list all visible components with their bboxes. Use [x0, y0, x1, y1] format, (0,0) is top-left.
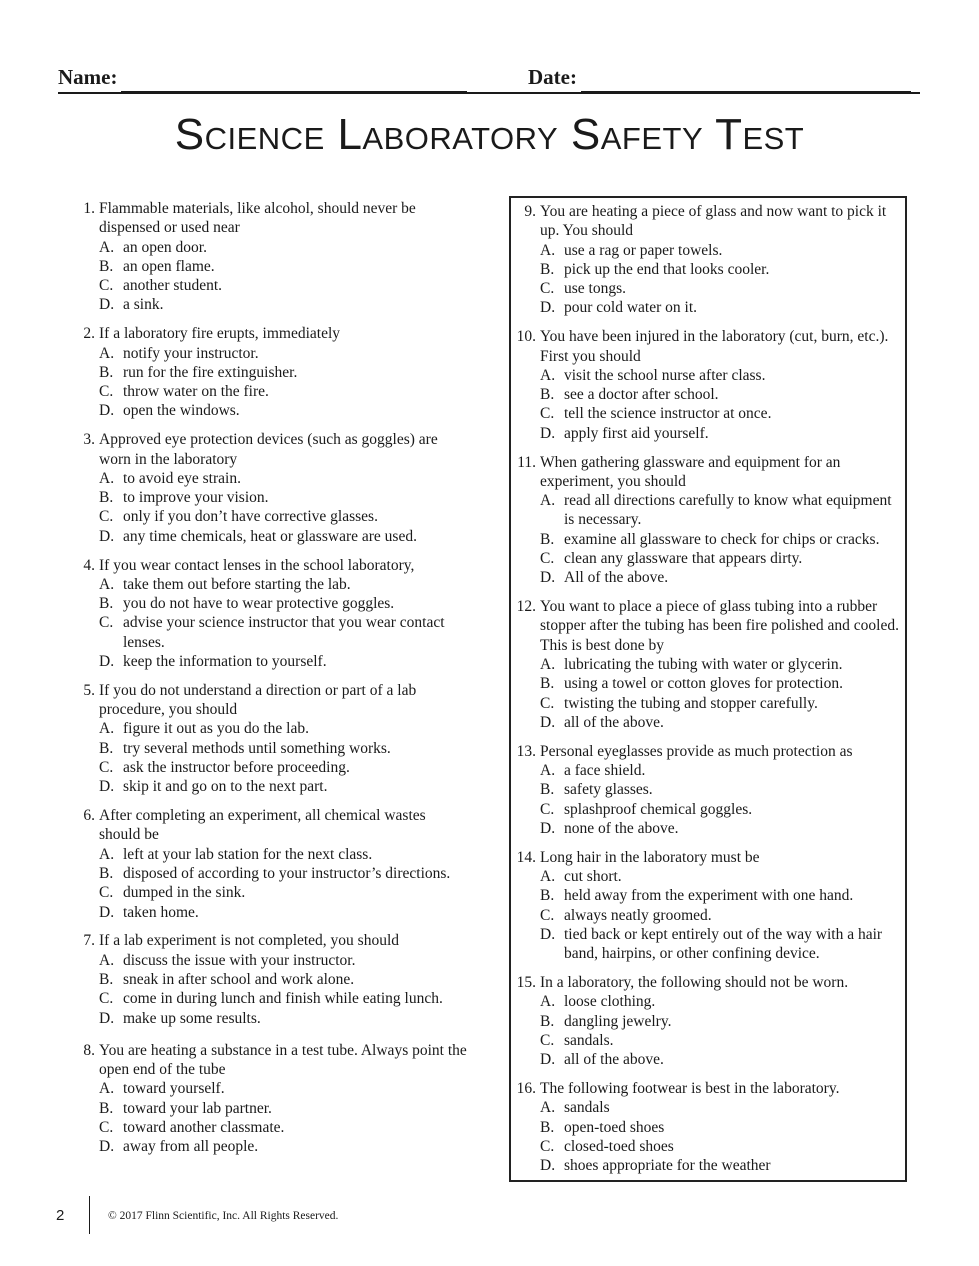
question-number: 7. — [83, 932, 95, 950]
option-text: pick up the end that looks cooler. — [564, 260, 770, 278]
option-letter: A. — [540, 868, 556, 885]
answer-option — [511, 530, 905, 549]
question-stem — [511, 453, 905, 492]
question-stem — [70, 324, 470, 343]
option-letter: D. — [540, 299, 556, 317]
question-3 — [70, 430, 470, 546]
name-label: Name: — [58, 65, 118, 89]
answer-option — [511, 366, 905, 385]
answer-option — [70, 363, 470, 382]
date-label: Date: — [528, 65, 577, 89]
question-text: The following footwear is best in the laboratory. — [540, 1079, 840, 1097]
answer-option — [511, 674, 905, 693]
option-letter: C. — [540, 405, 555, 423]
option-letter: A. — [99, 469, 115, 487]
option-text: twisting the tubing and stopper carefully. — [564, 694, 818, 712]
option-text: visit the school nurse after class. — [564, 366, 766, 384]
option-letter: B. — [99, 739, 114, 757]
answer-option — [70, 777, 470, 796]
option-text: advise your science instructor that you wear contact lenses. — [123, 614, 445, 651]
question-stem — [511, 1079, 905, 1098]
option-letter: A. — [99, 1080, 115, 1098]
answer-option — [511, 1118, 905, 1137]
option-letter: A. — [99, 951, 115, 969]
option-text: try several methods until something works. — [123, 739, 391, 757]
answer-option — [70, 1137, 470, 1156]
option-letter: D. — [99, 402, 115, 420]
option-letter: C. — [540, 550, 555, 568]
option-text: lubricating the tubing with water or glycerin. — [564, 656, 843, 674]
question-stem — [511, 597, 905, 655]
option-text: All of the above. — [564, 569, 669, 587]
question-6 — [70, 806, 470, 922]
question-stem — [70, 430, 470, 469]
question-text: You have been injured in the laboratory (cut, burn, etc.). First you should — [540, 328, 889, 365]
option-letter: D. — [99, 1009, 115, 1027]
answer-option — [70, 238, 470, 257]
option-text: open the windows. — [123, 402, 240, 420]
option-text: discuss the issue with your instructor. — [123, 951, 356, 969]
question-13 — [511, 742, 905, 838]
option-letter: A. — [99, 238, 115, 256]
option-text: see a doctor after school. — [564, 386, 719, 404]
answer-option — [70, 758, 470, 777]
question-number: 10. — [516, 328, 536, 346]
option-letter: C. — [99, 614, 114, 632]
option-letter: C. — [540, 1031, 555, 1049]
question-number: 15. — [516, 973, 536, 991]
option-letter: C. — [540, 1137, 555, 1155]
answer-option — [511, 761, 905, 780]
option-letter: B. — [99, 363, 114, 381]
option-letter: A. — [99, 575, 115, 593]
option-letter: D. — [540, 925, 556, 943]
option-letter: D. — [99, 296, 115, 314]
question-number: 1. — [83, 200, 95, 217]
option-letter: B. — [99, 595, 114, 613]
option-letter: A. — [99, 720, 115, 738]
answer-option — [511, 886, 905, 905]
option-letter: C. — [540, 906, 555, 924]
option-text: ask the instructor before proceeding. — [123, 759, 350, 777]
option-text: read all directions carefully to know what equipment is necessary. — [564, 492, 892, 529]
answer-option — [70, 903, 470, 922]
copyright-notice: © 2017 Flinn Scientific, Inc. All Rights Reserved. — [108, 1210, 339, 1222]
answer-option — [70, 257, 470, 276]
option-text: come in during lunch and finish while eating lunch. — [123, 990, 443, 1008]
option-text: cut short. — [564, 868, 622, 885]
answer-option — [70, 488, 470, 507]
option-text: always neatly groomed. — [564, 906, 712, 924]
option-text: you do not have to wear protective goggles. — [123, 595, 395, 613]
option-letter: A. — [540, 993, 556, 1011]
option-letter: D. — [99, 778, 115, 796]
option-text: sandals — [564, 1099, 610, 1117]
option-text: use a rag or paper towels. — [564, 241, 723, 259]
option-text: open-toed shoes — [564, 1118, 665, 1136]
option-letter: A. — [99, 845, 115, 863]
question-4 — [70, 556, 470, 672]
question-text: After completing an experiment, all chemical wastes should be — [99, 807, 426, 844]
answer-option — [70, 295, 470, 314]
question-text: If a lab experiment is not completed, you should — [99, 932, 400, 950]
answer-option — [70, 594, 470, 613]
answer-option — [511, 491, 905, 530]
question-number: 11. — [517, 453, 536, 471]
answer-option — [70, 382, 470, 401]
option-text: toward yourself. — [123, 1080, 225, 1098]
option-letter: B. — [540, 530, 555, 548]
footer-divider — [89, 1196, 90, 1234]
right-column-box — [509, 196, 907, 1182]
question-text: You want to place a piece of glass tubing into a rubber stopper after the tubing has been fire polished and cooled. This is best done by — [540, 598, 899, 654]
option-text: none of the above. — [564, 819, 679, 837]
option-text: splashproof chemical goggles. — [564, 800, 753, 818]
question-2 — [70, 324, 470, 420]
answer-option — [70, 951, 470, 970]
question-stem — [511, 327, 905, 366]
option-letter: D. — [540, 424, 556, 442]
answer-option — [511, 241, 905, 260]
option-text: any time chemicals, heat or glassware are used. — [123, 527, 417, 545]
option-text: to improve your vision. — [123, 489, 269, 507]
option-letter: C. — [99, 884, 114, 902]
option-text: run for the fire extinguisher. — [123, 363, 298, 381]
question-text: Approved eye protection devices (such as goggles) are worn in the laboratory — [99, 431, 438, 468]
option-text: another student. — [123, 277, 223, 295]
answer-option — [70, 739, 470, 758]
answer-option — [511, 800, 905, 819]
option-text: all of the above. — [564, 713, 664, 731]
question-10 — [511, 327, 905, 443]
answer-option — [511, 1156, 905, 1175]
option-text: a face shield. — [564, 762, 646, 780]
option-text: make up some results. — [123, 1009, 261, 1027]
option-letter: B. — [99, 1099, 114, 1117]
answer-option — [70, 344, 470, 363]
option-text: using a towel or cotton gloves for protection. — [564, 675, 843, 693]
question-14 — [511, 848, 905, 964]
answer-option — [70, 1099, 470, 1118]
answer-option — [70, 1009, 470, 1028]
option-text: keep the information to yourself. — [123, 653, 327, 671]
question-stem — [70, 1041, 470, 1080]
answer-option — [511, 713, 905, 732]
question-stem — [70, 681, 470, 720]
option-text: take them out before starting the lab. — [123, 575, 351, 593]
option-text: dangling jewelry. — [564, 1012, 672, 1030]
option-text: notify your instructor. — [123, 344, 259, 362]
option-letter: B. — [540, 1012, 555, 1030]
option-text: only if you don’t have corrective glasses. — [123, 508, 378, 526]
answer-option — [511, 992, 905, 1011]
question-7 — [70, 931, 470, 1027]
answer-option — [70, 613, 470, 652]
option-text: toward your lab partner. — [123, 1099, 272, 1117]
option-text: tied back or kept entirely out of the way with a hair band, hairpins, or other confining device. — [564, 925, 883, 963]
question-number: 8. — [83, 1041, 95, 1059]
option-text: toward another classmate. — [123, 1119, 285, 1137]
answer-option — [70, 1079, 470, 1098]
question-8 — [70, 1041, 470, 1157]
option-letter: D. — [540, 713, 556, 731]
question-11 — [511, 453, 905, 588]
answer-option — [511, 655, 905, 674]
question-9 — [511, 202, 905, 318]
option-text: left at your lab station for the next class. — [123, 845, 373, 863]
option-letter: A. — [99, 344, 115, 362]
question-text: Flammable materials, like alcohol, should never be dispensed or used near — [99, 200, 416, 237]
option-letter: C. — [99, 1119, 114, 1137]
answer-option — [511, 568, 905, 587]
option-letter: B. — [99, 970, 114, 988]
name-blank — [121, 69, 467, 92]
option-text: tell the science instructor at once. — [564, 405, 772, 423]
option-letter: D. — [99, 903, 115, 921]
question-stem — [511, 973, 905, 992]
answer-option — [511, 549, 905, 568]
question-number: 14. — [516, 848, 536, 866]
option-letter: C. — [99, 990, 114, 1008]
question-stem — [70, 199, 470, 238]
option-letter: C. — [99, 383, 114, 401]
option-text: throw water on the fire. — [123, 383, 269, 401]
option-letter: C. — [99, 759, 114, 777]
answer-option — [70, 864, 470, 883]
answer-option — [511, 260, 905, 279]
answer-option — [511, 385, 905, 404]
question-text: If a laboratory fire erupts, immediately — [99, 325, 341, 343]
option-letter: B. — [99, 489, 114, 507]
answer-option — [70, 527, 470, 546]
answer-option — [511, 1137, 905, 1156]
option-letter: C. — [540, 800, 555, 818]
left-column — [70, 199, 470, 1166]
question-stem — [511, 202, 905, 241]
question-16 — [511, 1079, 905, 1175]
answer-option — [511, 906, 905, 925]
option-letter: A. — [540, 762, 556, 780]
answer-option — [70, 719, 470, 738]
option-letter: C. — [99, 508, 114, 526]
question-stem — [70, 931, 470, 950]
option-text: taken home. — [123, 903, 199, 921]
option-letter: B. — [99, 257, 114, 275]
question-15 — [511, 973, 905, 1069]
answer-option — [511, 1012, 905, 1031]
answer-option — [511, 819, 905, 838]
option-text: an open door. — [123, 238, 207, 256]
option-letter: B. — [540, 386, 555, 404]
option-text: dumped in the sink. — [123, 884, 246, 902]
question-number: 4. — [83, 556, 95, 574]
question-text: You are heating a substance in a test tube. Always point the open end of the tube — [99, 1041, 467, 1079]
option-text: shoes appropriate for the weather — [564, 1157, 771, 1175]
answer-option — [70, 276, 470, 295]
option-text: examine all glassware to check for chips or cracks. — [564, 530, 880, 548]
answer-option — [70, 469, 470, 488]
answer-option — [511, 298, 905, 317]
answer-option — [511, 279, 905, 298]
answer-option — [70, 575, 470, 594]
answer-option — [511, 694, 905, 713]
option-letter: A. — [540, 492, 556, 510]
question-text: You are heating a piece of glass and now want to pick it up. You should — [540, 203, 887, 240]
question-number: 5. — [83, 681, 95, 699]
option-letter: A. — [540, 241, 556, 259]
option-letter: B. — [540, 260, 555, 278]
question-stem — [70, 556, 470, 575]
answer-option — [511, 1050, 905, 1069]
option-text: figure it out as you do the lab. — [123, 720, 309, 738]
question-text: Long hair in the laboratory must be — [540, 848, 760, 866]
option-text: safety glasses. — [564, 781, 653, 799]
option-letter: A. — [540, 1099, 556, 1117]
option-letter: C. — [540, 280, 555, 298]
question-text: If you wear contact lenses in the school laboratory, — [99, 556, 415, 574]
option-text: to avoid eye strain. — [123, 469, 241, 487]
option-letter: D. — [99, 527, 115, 545]
option-letter: B. — [540, 675, 555, 693]
answer-option — [70, 401, 470, 420]
answer-option — [70, 652, 470, 671]
option-letter: A. — [540, 366, 556, 384]
option-letter: B. — [540, 887, 555, 905]
question-stem — [511, 848, 905, 867]
option-text: clean any glassware that appears dirty. — [564, 550, 803, 568]
question-number: 3. — [83, 431, 95, 449]
option-letter: B. — [540, 1118, 555, 1136]
header-fields — [58, 62, 920, 94]
question-number: 6. — [83, 807, 95, 825]
question-1 — [70, 199, 470, 315]
option-letter: D. — [99, 653, 115, 671]
answer-option — [511, 404, 905, 423]
question-number: 16. — [516, 1079, 536, 1097]
option-letter: B. — [540, 781, 555, 799]
option-letter: D. — [540, 569, 556, 587]
answer-option — [70, 883, 470, 902]
answer-option — [70, 989, 470, 1008]
option-text: sandals. — [564, 1031, 614, 1049]
answer-option — [70, 970, 470, 989]
option-letter: C. — [540, 694, 555, 712]
option-letter: B. — [99, 865, 114, 882]
question-number: 9. — [524, 203, 536, 220]
option-letter: A. — [540, 656, 556, 674]
option-text: pour cold water on it. — [564, 299, 698, 317]
answer-option — [511, 780, 905, 799]
option-text: held away from the experiment with one hand. — [564, 887, 854, 905]
answer-option — [511, 1098, 905, 1117]
option-text: apply first aid yourself. — [564, 424, 709, 442]
option-text: all of the above. — [564, 1051, 664, 1069]
answer-option — [511, 925, 905, 964]
question-number: 12. — [516, 598, 536, 616]
option-letter: D. — [540, 819, 556, 837]
question-5 — [70, 681, 470, 797]
question-stem — [70, 806, 470, 845]
option-text: skip it and go on to the next part. — [123, 778, 328, 796]
option-text: sneak in after school and work alone. — [123, 970, 355, 988]
answer-option — [70, 507, 470, 526]
option-text: loose clothing. — [564, 993, 656, 1011]
option-letter: D. — [99, 1138, 115, 1156]
date-blank — [581, 69, 911, 92]
option-letter: D. — [540, 1157, 556, 1175]
question-12 — [511, 597, 905, 732]
date-field — [528, 62, 911, 92]
answer-option — [511, 867, 905, 886]
answer-option — [511, 424, 905, 443]
page-number: 2 — [56, 1207, 65, 1224]
question-stem — [511, 742, 905, 761]
question-text: When gathering glassware and equipment for an experiment, you should — [540, 453, 841, 490]
option-text: disposed of according to your instructor’s directions. — [123, 865, 451, 882]
answer-option — [70, 1118, 470, 1137]
answer-option — [70, 845, 470, 864]
name-field — [58, 62, 467, 92]
option-text: away from all people. — [123, 1138, 259, 1156]
option-letter: D. — [540, 1051, 556, 1069]
question-number: 13. — [516, 742, 536, 760]
option-text: a sink. — [123, 296, 164, 314]
option-text: closed-toed shoes — [564, 1137, 674, 1155]
question-text: In a laboratory, the following should not be worn. — [540, 973, 849, 991]
option-letter: C. — [99, 277, 114, 295]
question-text: Personal eyeglasses provide as much protection as — [540, 742, 853, 760]
question-text: If you do not understand a direction or part of a lab procedure, you should — [99, 681, 417, 719]
page-title: Science Laboratory Safety Test — [174, 110, 805, 159]
option-text: an open flame. — [123, 257, 215, 275]
answer-option — [511, 1031, 905, 1050]
option-text: use tongs. — [564, 280, 626, 298]
question-number: 2. — [83, 325, 95, 343]
